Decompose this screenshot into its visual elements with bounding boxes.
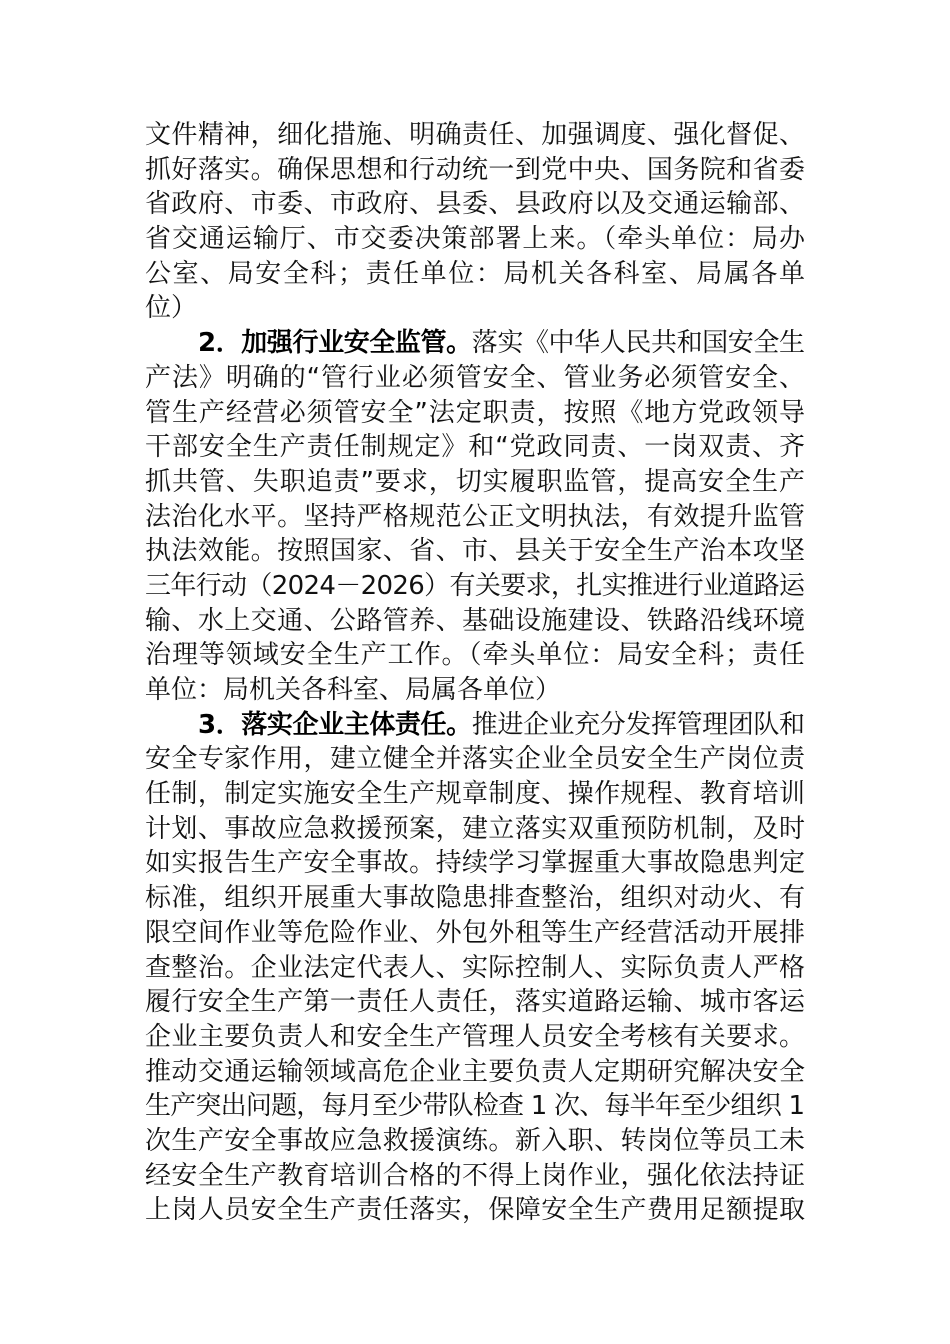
text-line: 干部安全生产责任制规定》和“党政同责、一岗双责、齐 (145, 432, 806, 463)
text-line: 企业主要负责人和安全生产管理人员安全考核有关要求。 (145, 1021, 806, 1052)
text-line: 安全专家作用，建立健全并落实企业全员安全生产岗位责 (145, 744, 806, 775)
text-line: 如实报告生产安全事故。持续学习掌握重大事故隐患判定 (145, 848, 806, 879)
text-line: 执法效能。按照国家、省、市、县关于安全生产治本攻坚 (145, 536, 806, 567)
line-text: 推进企业充分发挥管理团队和 (471, 709, 805, 740)
text-line: 治理等领域安全生产工作。（牵头单位：局安全科；责任 (145, 640, 806, 671)
text-line: 抓共管、失职追责”要求，切实履职监管，提高安全生产 (145, 466, 806, 497)
text-line: 位） (145, 293, 198, 324)
text-line: 输、水上交通、公路管养、基础设施建设、铁路沿线环境 (145, 605, 806, 636)
text-line: 公室、局安全科；责任单位：局机关各科室、局属各单 (145, 258, 807, 289)
section-heading: 3．落实企业主体责任。 (198, 709, 472, 740)
text-line: 产法》明确的“管行业必须管安全、管业务必须管安全、 (145, 362, 806, 393)
section-heading: 2．加强行业安全监管。 (198, 328, 472, 359)
text-line: 经安全生产教育培训合格的不得上岗作业，强化依法持证 (145, 1160, 806, 1191)
document-page (145, 118, 805, 1228)
paragraph-continuation (145, 118, 805, 326)
text-line: 三年行动（2024－2026）有关要求，扎实推进行业道路运 (145, 570, 805, 601)
text-line (145, 708, 805, 743)
text-line: 履行安全生产第一责任人责任，落实道路运输、城市客运 (145, 987, 806, 1018)
text-line: 管生产经营必须管安全”法定职责，按照《地方党政领导 (145, 397, 806, 428)
text-line (145, 326, 805, 361)
text-line: 文件精神，细化措施、明确责任、加强调度、强化督促、 (145, 120, 806, 150)
text-line: 上岗人员安全生产责任落实，保障安全生产费用足额提取 (145, 1195, 806, 1226)
text-line: 标准，组织开展重大事故隐患排查整治，组织对动火、有 (145, 883, 806, 914)
text-line: 省交通运输厅、市交委决策部署上来。（牵头单位：局办 (145, 224, 806, 255)
paragraph-enterprise-responsibility (145, 708, 805, 1228)
text-line: 任制，制定实施安全生产规章制度、操作规程、教育培训 (145, 779, 806, 810)
text-line: 推动交通运输领域高危企业主要负责人定期研究解决安全 (145, 1056, 806, 1087)
text-line: 省政府、市委、市政府、县委、县政府以及交通运输部、 (145, 189, 806, 220)
text-line: 计划、事故应急救援预案，建立落实双重预防机制，及时 (145, 813, 806, 844)
text-line: 法治化水平。坚持严格规范公正文明执法，有效提升监管 (145, 501, 806, 532)
paragraph-industry-safety-supervision (145, 326, 805, 708)
text-line: 生产突出问题，每月至少带队检查 1 次、每半年至少组织 1 (145, 1091, 805, 1122)
text-line: 次生产安全事故应急救援演练。新入职、转岗位等员工未 (145, 1125, 806, 1156)
text-line: 单位：局机关各科室、局属各单位） (145, 675, 562, 705)
line-text: 落实《中华人民共和国安全生 (471, 328, 805, 359)
text-line: 限空间作业等危险作业、外包外租等生产经营活动开展排 (145, 917, 806, 948)
text-line: 抓好落实。确保思想和行动统一到党中央、国务院和省委 (145, 154, 806, 185)
text-line: 查整治。企业法定代表人、实际控制人、实际负责人严格 (145, 952, 806, 983)
